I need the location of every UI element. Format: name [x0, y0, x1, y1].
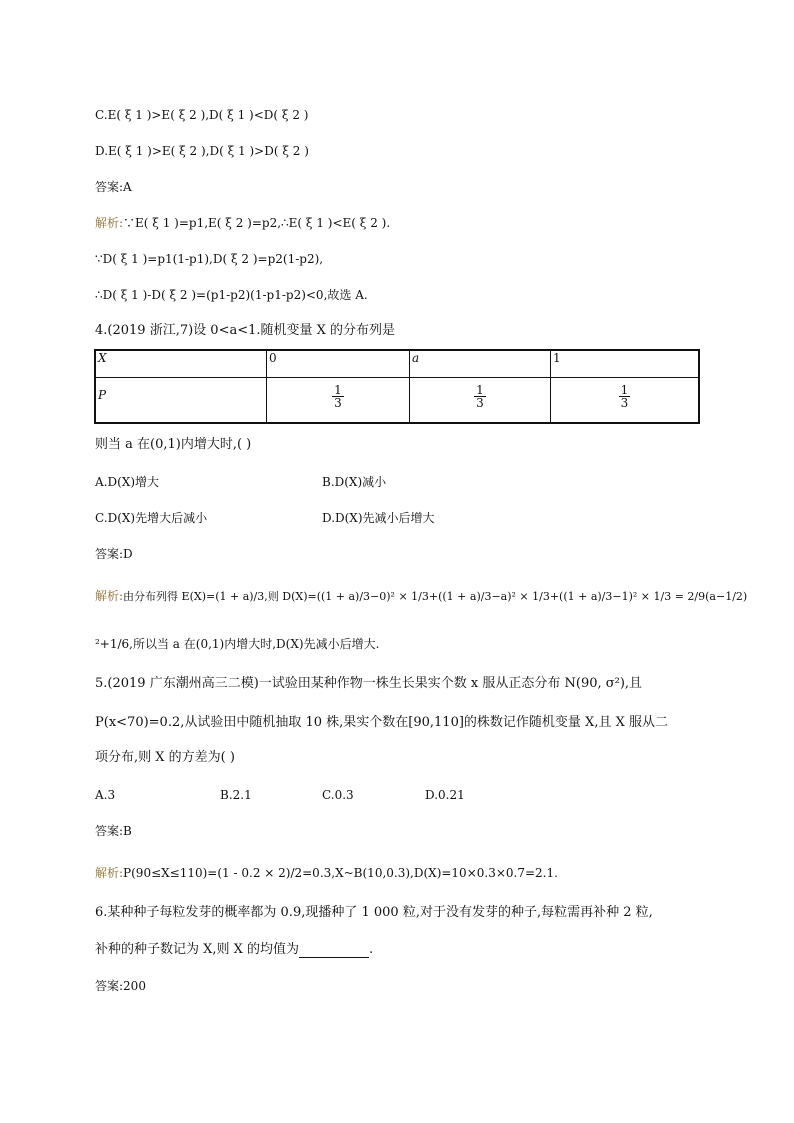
- q6-stem-end: .: [369, 942, 374, 957]
- answer-blank: [299, 945, 369, 958]
- jiexi-label: 解析:: [95, 589, 124, 603]
- q3-jiexi-line-2: ∵D( ξ 1 )=p1(1-p1),D( ξ 2 )=p2(1-p2),: [95, 252, 324, 266]
- jiexi-label: 解析:: [95, 216, 124, 230]
- q4-jiexi-line-1: [95, 588, 747, 605]
- q5-stem-line-1: 5.(2019 广东潮州高三二模)一试验田某种作物一株生长果实个数 x 服从正态分布 N(90, σ²),且: [95, 676, 643, 691]
- q3-jiexi-line-3: ∴D( ξ 1 )-D( ξ 2 )=(p1-p2)(1-p1-p2)<0,故选 A.: [95, 288, 368, 302]
- q3-answer: 答案:A: [95, 180, 132, 194]
- q4-jiexi-text-1: 由分布列得 E(X)=(1 + a)/3,则 D(X)=((1 + a)/3−0)² × 1/3+((1 + a)/3−a)² × 1/3+((1 + a)/3−1)² × 1/3 = 2/9(a−1/2): [123, 590, 748, 603]
- q5-answer: 答案:B: [95, 824, 132, 838]
- jiexi-label: 解析:: [95, 866, 124, 880]
- q3-option-c: C.E( ξ 1 )>E( ξ 2 ),D( ξ 1 )<D( ξ 2 ): [95, 108, 309, 122]
- table-cell-x-a: a: [410, 350, 551, 378]
- table-cell-x-label: X: [95, 350, 267, 378]
- table-cell-p-0: [267, 378, 410, 424]
- q4-question: 则当 a 在(0,1)内增大时,( ): [95, 437, 252, 452]
- fraction-one-third: $\frac{1}{3}$: [620, 383, 629, 410]
- table-row: [95, 350, 699, 378]
- q3-jiexi-line-1: [95, 215, 390, 231]
- q6-stem-line-2: [95, 942, 373, 958]
- q5-option-b: B.2.1: [220, 788, 252, 802]
- fraction-one-third: $\frac{1}{3}$: [334, 383, 342, 410]
- table-row: [95, 378, 699, 424]
- q4-option-c: C.D(X)先增大后减小: [95, 511, 208, 525]
- q6-answer: 答案:200: [95, 979, 146, 993]
- table-cell-p-1: [551, 378, 700, 424]
- q3-option-d: D.E( ξ 1 )>E( ξ 2 ),D( ξ 1 )>D( ξ 2 ): [95, 144, 309, 158]
- q4-option-b: B.D(X)减小: [322, 475, 387, 489]
- q5-option-a: A.3: [95, 788, 116, 802]
- q5-stem-line-2: P(x<70)=0.2,从试验田中随机抽取 10 株,果实个数在[90,110]的株数记作随机变量 X,且 X 服从二: [95, 715, 668, 730]
- q4-stem: 4.(2019 浙江,7)设 0<a<1.随机变量 X 的分布列是: [95, 323, 396, 338]
- fraction-one-third: $\frac{1}{3}$: [476, 383, 484, 410]
- q5-option-c: C.0.3: [322, 788, 354, 802]
- q4-option-a: A.D(X)增大: [95, 475, 160, 489]
- q5-stem-line-3: 项分布,则 X 的方差为( ): [95, 750, 235, 765]
- q5-jiexi-line-1: [95, 865, 558, 881]
- q6-stem-text: 补种的种子数记为 X,则 X 的均值为: [95, 942, 300, 957]
- table-cell-x-0: 0: [267, 350, 410, 378]
- table-cell-x-1: 1: [551, 350, 700, 378]
- table-cell-p-label: P: [95, 378, 267, 424]
- table-cell-p-a: [410, 378, 551, 424]
- q5-jiexi-text-1: P(90≤X≤110)=(1 - 0.2 × 2)/2=0.3,X~B(10,0.3),D(X)=10×0.3×0.7=2.1.: [123, 866, 558, 880]
- q4-option-d: D.D(X)先减小后增大: [322, 511, 435, 525]
- q3-jiexi-text-1: ∵E( ξ 1 )=p1,E( ξ 2 )=p2,∴E( ξ 1 )<E( ξ 2 ).: [123, 216, 391, 230]
- q5-option-d: D.0.21: [425, 788, 465, 802]
- q4-answer: 答案:D: [95, 547, 133, 561]
- q4-jiexi-line-2: ²+1/6,所以当 a 在(0,1)内增大时,D(X)先减小后增大.: [95, 637, 380, 651]
- q6-stem-line-1: 6.某种种子每粒发芽的概率都为 0.9,现播种了 1 000 粒,对于没有发芽的种子,每粒需再补种 2 粒,: [95, 905, 653, 920]
- distribution-table: [94, 349, 700, 424]
